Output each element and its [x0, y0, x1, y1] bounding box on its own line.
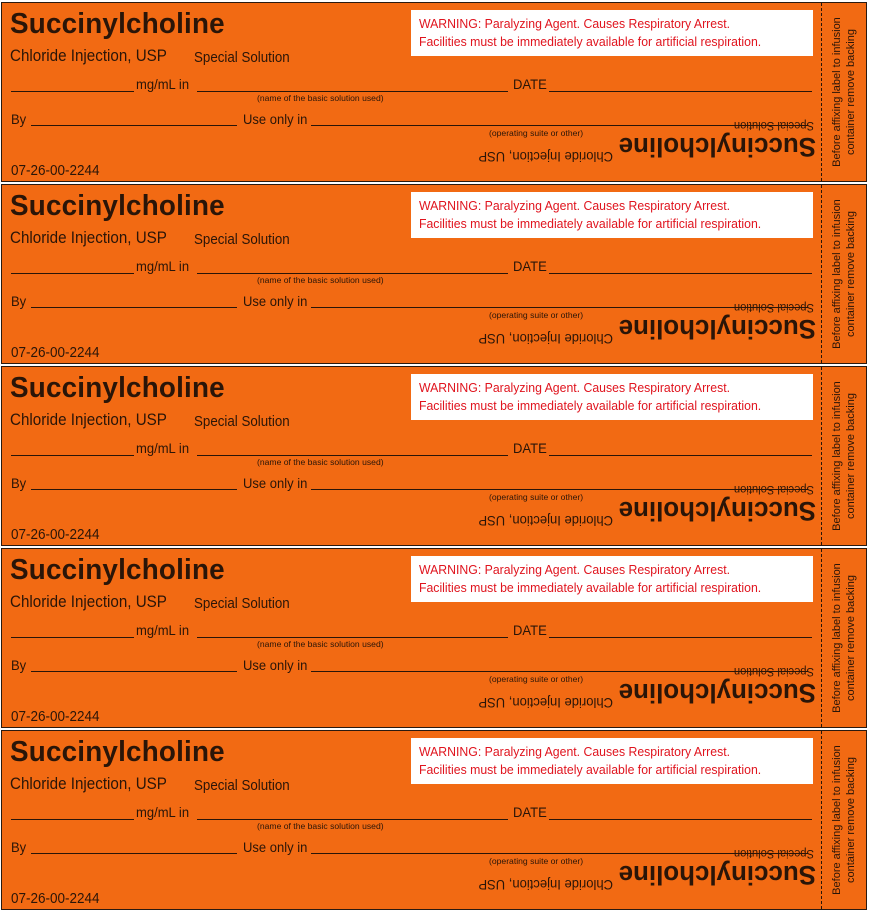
product-code: 07-26-00-2244: [11, 709, 100, 725]
mg-per-ml-label: mg/mL in: [136, 804, 190, 820]
inverted-drug-title: Succinylcholine: [618, 314, 816, 344]
date-blank[interactable]: [549, 819, 812, 820]
warning-line-1: WARNING: Paralyzing Agent. Causes Respiratory Arrest.: [419, 562, 731, 577]
use-only-label: Use only in: [243, 657, 308, 673]
date-blank[interactable]: [549, 91, 812, 92]
backing-instruction: [824, 187, 864, 361]
use-only-label: Use only in: [243, 839, 308, 855]
special-solution-text: Special Solution: [194, 414, 290, 430]
inverted-drug-subtitle: Chloride Injection, USP: [478, 513, 613, 529]
warning-line-1: WARNING: Paralyzing Agent. Causes Respiratory Arrest.: [419, 744, 731, 759]
date-blank[interactable]: [549, 455, 812, 456]
concentration-blank[interactable]: [11, 91, 134, 92]
inverted-drug-name-block: [432, 296, 816, 354]
backing-instruction-line-1: Before affixing label to infusion: [831, 381, 843, 531]
concentration-blank[interactable]: [11, 819, 134, 820]
inverted-drug-title: Succinylcholine: [618, 678, 816, 708]
basic-solution-blank[interactable]: [197, 819, 508, 820]
backing-instruction-line-2: container remove backing: [845, 757, 857, 883]
warning-box: [411, 374, 813, 420]
basic-solution-blank[interactable]: [197, 455, 508, 456]
medication-label: [1, 184, 867, 364]
basic-solution-blank[interactable]: [197, 637, 508, 638]
basic-solution-note: (name of the basic solution used): [257, 275, 384, 285]
concentration-blank[interactable]: [11, 455, 134, 456]
date-label: DATE: [513, 440, 547, 456]
backing-instruction-line-1: Before affixing label to infusion: [831, 199, 843, 349]
drug-title: Succinylcholine: [10, 554, 225, 586]
date-blank[interactable]: [549, 637, 812, 638]
inverted-drug-subtitle: Chloride Injection, USP: [478, 877, 613, 893]
special-solution-text: Special Solution: [194, 232, 290, 248]
by-blank[interactable]: [31, 307, 237, 308]
warning-line-2: Facilities must be immediately available for artificial respiration.: [419, 762, 762, 777]
by-label: By: [11, 839, 27, 855]
by-blank[interactable]: [31, 671, 237, 672]
inverted-drug-title: Succinylcholine: [618, 132, 816, 162]
backing-instruction: [824, 369, 864, 543]
medication-label: [1, 366, 867, 546]
inverted-drug-title: Succinylcholine: [618, 496, 816, 526]
operating-suite-note: (operating suite or other): [489, 128, 584, 138]
special-solution-text: Special Solution: [194, 778, 290, 794]
by-blank[interactable]: [31, 489, 237, 490]
inverted-special-solution: Special Solution: [733, 483, 814, 497]
mg-per-ml-label: mg/mL in: [136, 622, 190, 638]
inverted-drug-name-block: [432, 478, 816, 536]
product-code: 07-26-00-2244: [11, 163, 100, 179]
backing-instruction: [824, 733, 864, 907]
backing-instruction: [824, 5, 864, 179]
mg-per-ml-label: mg/mL in: [136, 440, 190, 456]
mg-per-ml-label: mg/mL in: [136, 258, 190, 274]
basic-solution-note: (name of the basic solution used): [257, 457, 384, 467]
warning-box: [411, 192, 813, 238]
backing-instruction-text: [830, 371, 858, 541]
backing-instruction-line-1: Before affixing label to infusion: [831, 563, 843, 713]
inverted-drug-title: Succinylcholine: [618, 860, 816, 890]
by-blank[interactable]: [31, 853, 237, 854]
date-blank[interactable]: [549, 273, 812, 274]
inverted-drug-name-block: [432, 114, 816, 172]
inverted-special-solution: Special Solution: [733, 847, 814, 861]
product-code: 07-26-00-2244: [11, 345, 100, 361]
use-only-label: Use only in: [243, 111, 308, 127]
date-label: DATE: [513, 804, 547, 820]
inverted-special-solution: Special Solution: [733, 301, 814, 315]
medication-label: [1, 548, 867, 728]
backing-instruction-text: [830, 7, 858, 177]
perforation-line: [821, 731, 822, 909]
product-code: 07-26-00-2244: [11, 891, 100, 907]
perforation-line: [821, 3, 822, 181]
perforation-line: [821, 549, 822, 727]
backing-instruction-line-2: container remove backing: [845, 393, 857, 519]
basic-solution-note: (name of the basic solution used): [257, 639, 384, 649]
by-label: By: [11, 475, 27, 491]
backing-instruction-text: [830, 735, 858, 905]
by-blank[interactable]: [31, 125, 237, 126]
inverted-drug-name-block: [432, 842, 816, 900]
concentration-blank[interactable]: [11, 273, 134, 274]
drug-subtitle: Chloride Injection, USP: [10, 775, 167, 793]
backing-instruction-line-1: Before affixing label to infusion: [831, 17, 843, 167]
drug-subtitle: Chloride Injection, USP: [10, 593, 167, 611]
warning-line-1: WARNING: Paralyzing Agent. Causes Respiratory Arrest.: [419, 198, 731, 213]
mg-per-ml-label: mg/mL in: [136, 76, 190, 92]
warning-box: [411, 556, 813, 602]
use-only-label: Use only in: [243, 293, 308, 309]
operating-suite-note: (operating suite or other): [489, 856, 584, 866]
warning-line-2: Facilities must be immediately available for artificial respiration.: [419, 580, 762, 595]
inverted-drug-name-block: [432, 660, 816, 718]
basic-solution-note: (name of the basic solution used): [257, 821, 384, 831]
by-label: By: [11, 111, 27, 127]
inverted-drug-subtitle: Chloride Injection, USP: [478, 149, 613, 165]
backing-instruction-text: [830, 553, 858, 723]
warning-box: [411, 10, 813, 56]
warning-line-2: Facilities must be immediately available for artificial respiration.: [419, 34, 762, 49]
medication-label: [1, 730, 867, 910]
inverted-special-solution: Special Solution: [733, 119, 814, 133]
warning-line-2: Facilities must be immediately available for artificial respiration.: [419, 216, 762, 231]
warning-line-1: WARNING: Paralyzing Agent. Causes Respiratory Arrest.: [419, 16, 731, 31]
drug-subtitle: Chloride Injection, USP: [10, 229, 167, 247]
basic-solution-note: (name of the basic solution used): [257, 93, 384, 103]
product-code: 07-26-00-2244: [11, 527, 100, 543]
drug-subtitle: Chloride Injection, USP: [10, 47, 167, 65]
by-label: By: [11, 293, 27, 309]
drug-title: Succinylcholine: [10, 736, 225, 768]
backing-instruction-line-2: container remove backing: [845, 575, 857, 701]
by-label: By: [11, 657, 27, 673]
concentration-blank[interactable]: [11, 637, 134, 638]
date-label: DATE: [513, 76, 547, 92]
warning-box: [411, 738, 813, 784]
backing-instruction-line-2: container remove backing: [845, 29, 857, 155]
drug-title: Succinylcholine: [10, 372, 225, 404]
operating-suite-note: (operating suite or other): [489, 674, 584, 684]
basic-solution-blank[interactable]: [197, 273, 508, 274]
drug-title: Succinylcholine: [10, 190, 225, 222]
perforation-line: [821, 367, 822, 545]
inverted-special-solution: Special Solution: [733, 665, 814, 679]
inverted-drug-subtitle: Chloride Injection, USP: [478, 331, 613, 347]
date-label: DATE: [513, 622, 547, 638]
use-only-label: Use only in: [243, 475, 308, 491]
perforation-line: [821, 185, 822, 363]
special-solution-text: Special Solution: [194, 596, 290, 612]
operating-suite-note: (operating suite or other): [489, 310, 584, 320]
operating-suite-note: (operating suite or other): [489, 492, 584, 502]
special-solution-text: Special Solution: [194, 50, 290, 66]
medication-label: [1, 2, 867, 182]
backing-instruction: [824, 551, 864, 725]
backing-instruction-line-1: Before affixing label to infusion: [831, 745, 843, 895]
warning-line-1: WARNING: Paralyzing Agent. Causes Respiratory Arrest.: [419, 380, 731, 395]
backing-instruction-text: [830, 189, 858, 359]
date-label: DATE: [513, 258, 547, 274]
drug-subtitle: Chloride Injection, USP: [10, 411, 167, 429]
inverted-drug-subtitle: Chloride Injection, USP: [478, 695, 613, 711]
backing-instruction-line-2: container remove backing: [845, 211, 857, 337]
warning-line-2: Facilities must be immediately available for artificial respiration.: [419, 398, 762, 413]
basic-solution-blank[interactable]: [197, 91, 508, 92]
drug-title: Succinylcholine: [10, 8, 225, 40]
